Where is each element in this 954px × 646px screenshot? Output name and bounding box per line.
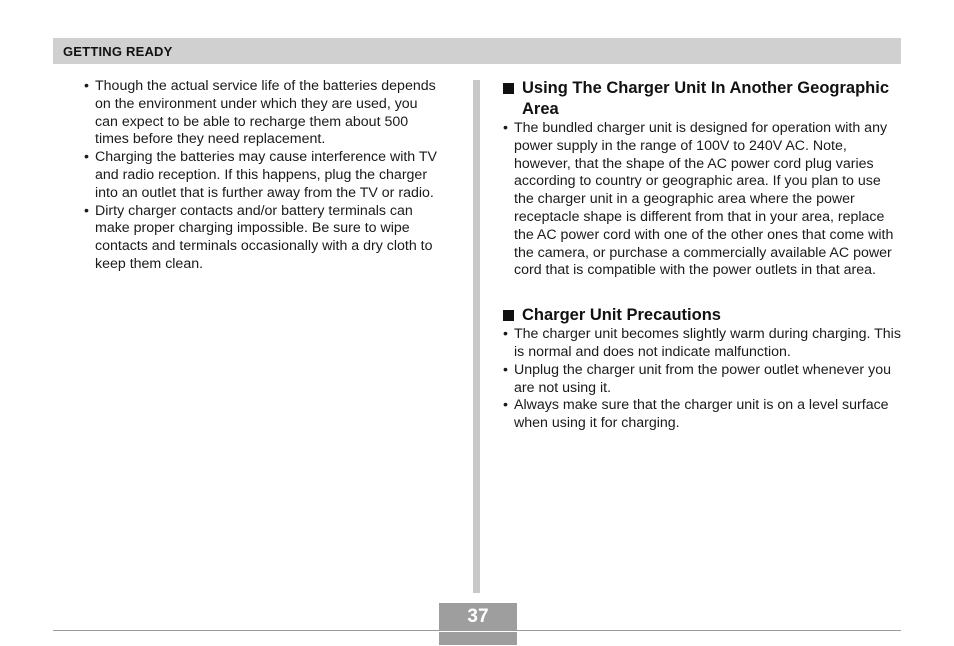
right-column — [503, 78, 903, 433]
list-item — [503, 362, 903, 398]
section-title: GETTING READY — [63, 44, 173, 59]
bullet-icon: • — [84, 78, 89, 94]
section-heading-precautions — [503, 305, 903, 326]
list-item — [503, 326, 903, 362]
page-badge-bottom — [439, 632, 517, 645]
list-item-text: Though the actual service life of the batteries depends on the environment under which they are used, you can expect to be able to recharge them about 500 times before they need replacement. — [95, 78, 436, 148]
list-item — [84, 149, 444, 202]
precautions-bullet-list — [503, 326, 903, 433]
bullet-icon: • — [84, 149, 89, 166]
section-header-bar — [53, 38, 901, 64]
left-column — [84, 78, 444, 274]
square-bullet-icon — [503, 310, 514, 321]
square-bullet-icon — [503, 83, 514, 94]
page-number-badge — [439, 603, 517, 645]
list-item — [503, 397, 903, 433]
left-bullet-list — [84, 78, 444, 274]
list-item-text: Always make sure that the charger unit is on a level surface when using it for charging. — [514, 397, 889, 432]
bullet-icon: • — [503, 120, 508, 136]
bullet-icon: • — [503, 397, 508, 414]
bullet-icon: • — [84, 202, 89, 219]
list-item-text: Unplug the charger unit from the power outlet whenever you are not using it. — [514, 361, 891, 396]
page-badge-top — [439, 603, 517, 630]
section-heading-geographic-area — [503, 78, 903, 120]
section-heading-text: Charger Unit Precautions — [522, 306, 721, 325]
list-item — [84, 78, 444, 149]
list-item-text: Charging the batteries may cause interference with TV and radio reception. If this happens, plug the charger into an outlet that is further away from the TV or radio. — [95, 149, 437, 201]
list-item-text: The bundled charger unit is designed for operation with any power supply in the range of 100V to 240V AC. Note, however, that the shape of the AC power cord plug varies according to country or geographic area. If you plan to use the charger unit in a geographic area where the power receptacle shape is different from that in your area, replace the AC power cord with one of the other ones that come with the camera, or purchase a commercially available AC power cord that is compatible with the power outlets in that area. — [514, 120, 894, 279]
geographic-area-bullet-list — [503, 120, 903, 280]
list-item — [84, 203, 444, 274]
list-item-text: The charger unit becomes slightly warm during charging. This is normal and does not indicate malfunction. — [514, 326, 901, 360]
list-item-text: Dirty charger contacts and/or battery terminals can make proper charging impossible. Be sure to wipe contacts and terminals occasionally with a dry cloth to keep them clean. — [95, 202, 433, 272]
section-heading-text: Using The Charger Unit In Another Geographic Area — [522, 79, 889, 118]
column-divider — [473, 80, 480, 593]
bullet-icon: • — [503, 361, 508, 378]
bullet-icon: • — [503, 326, 508, 343]
page-number: 37 — [467, 606, 489, 627]
list-item — [503, 120, 903, 280]
